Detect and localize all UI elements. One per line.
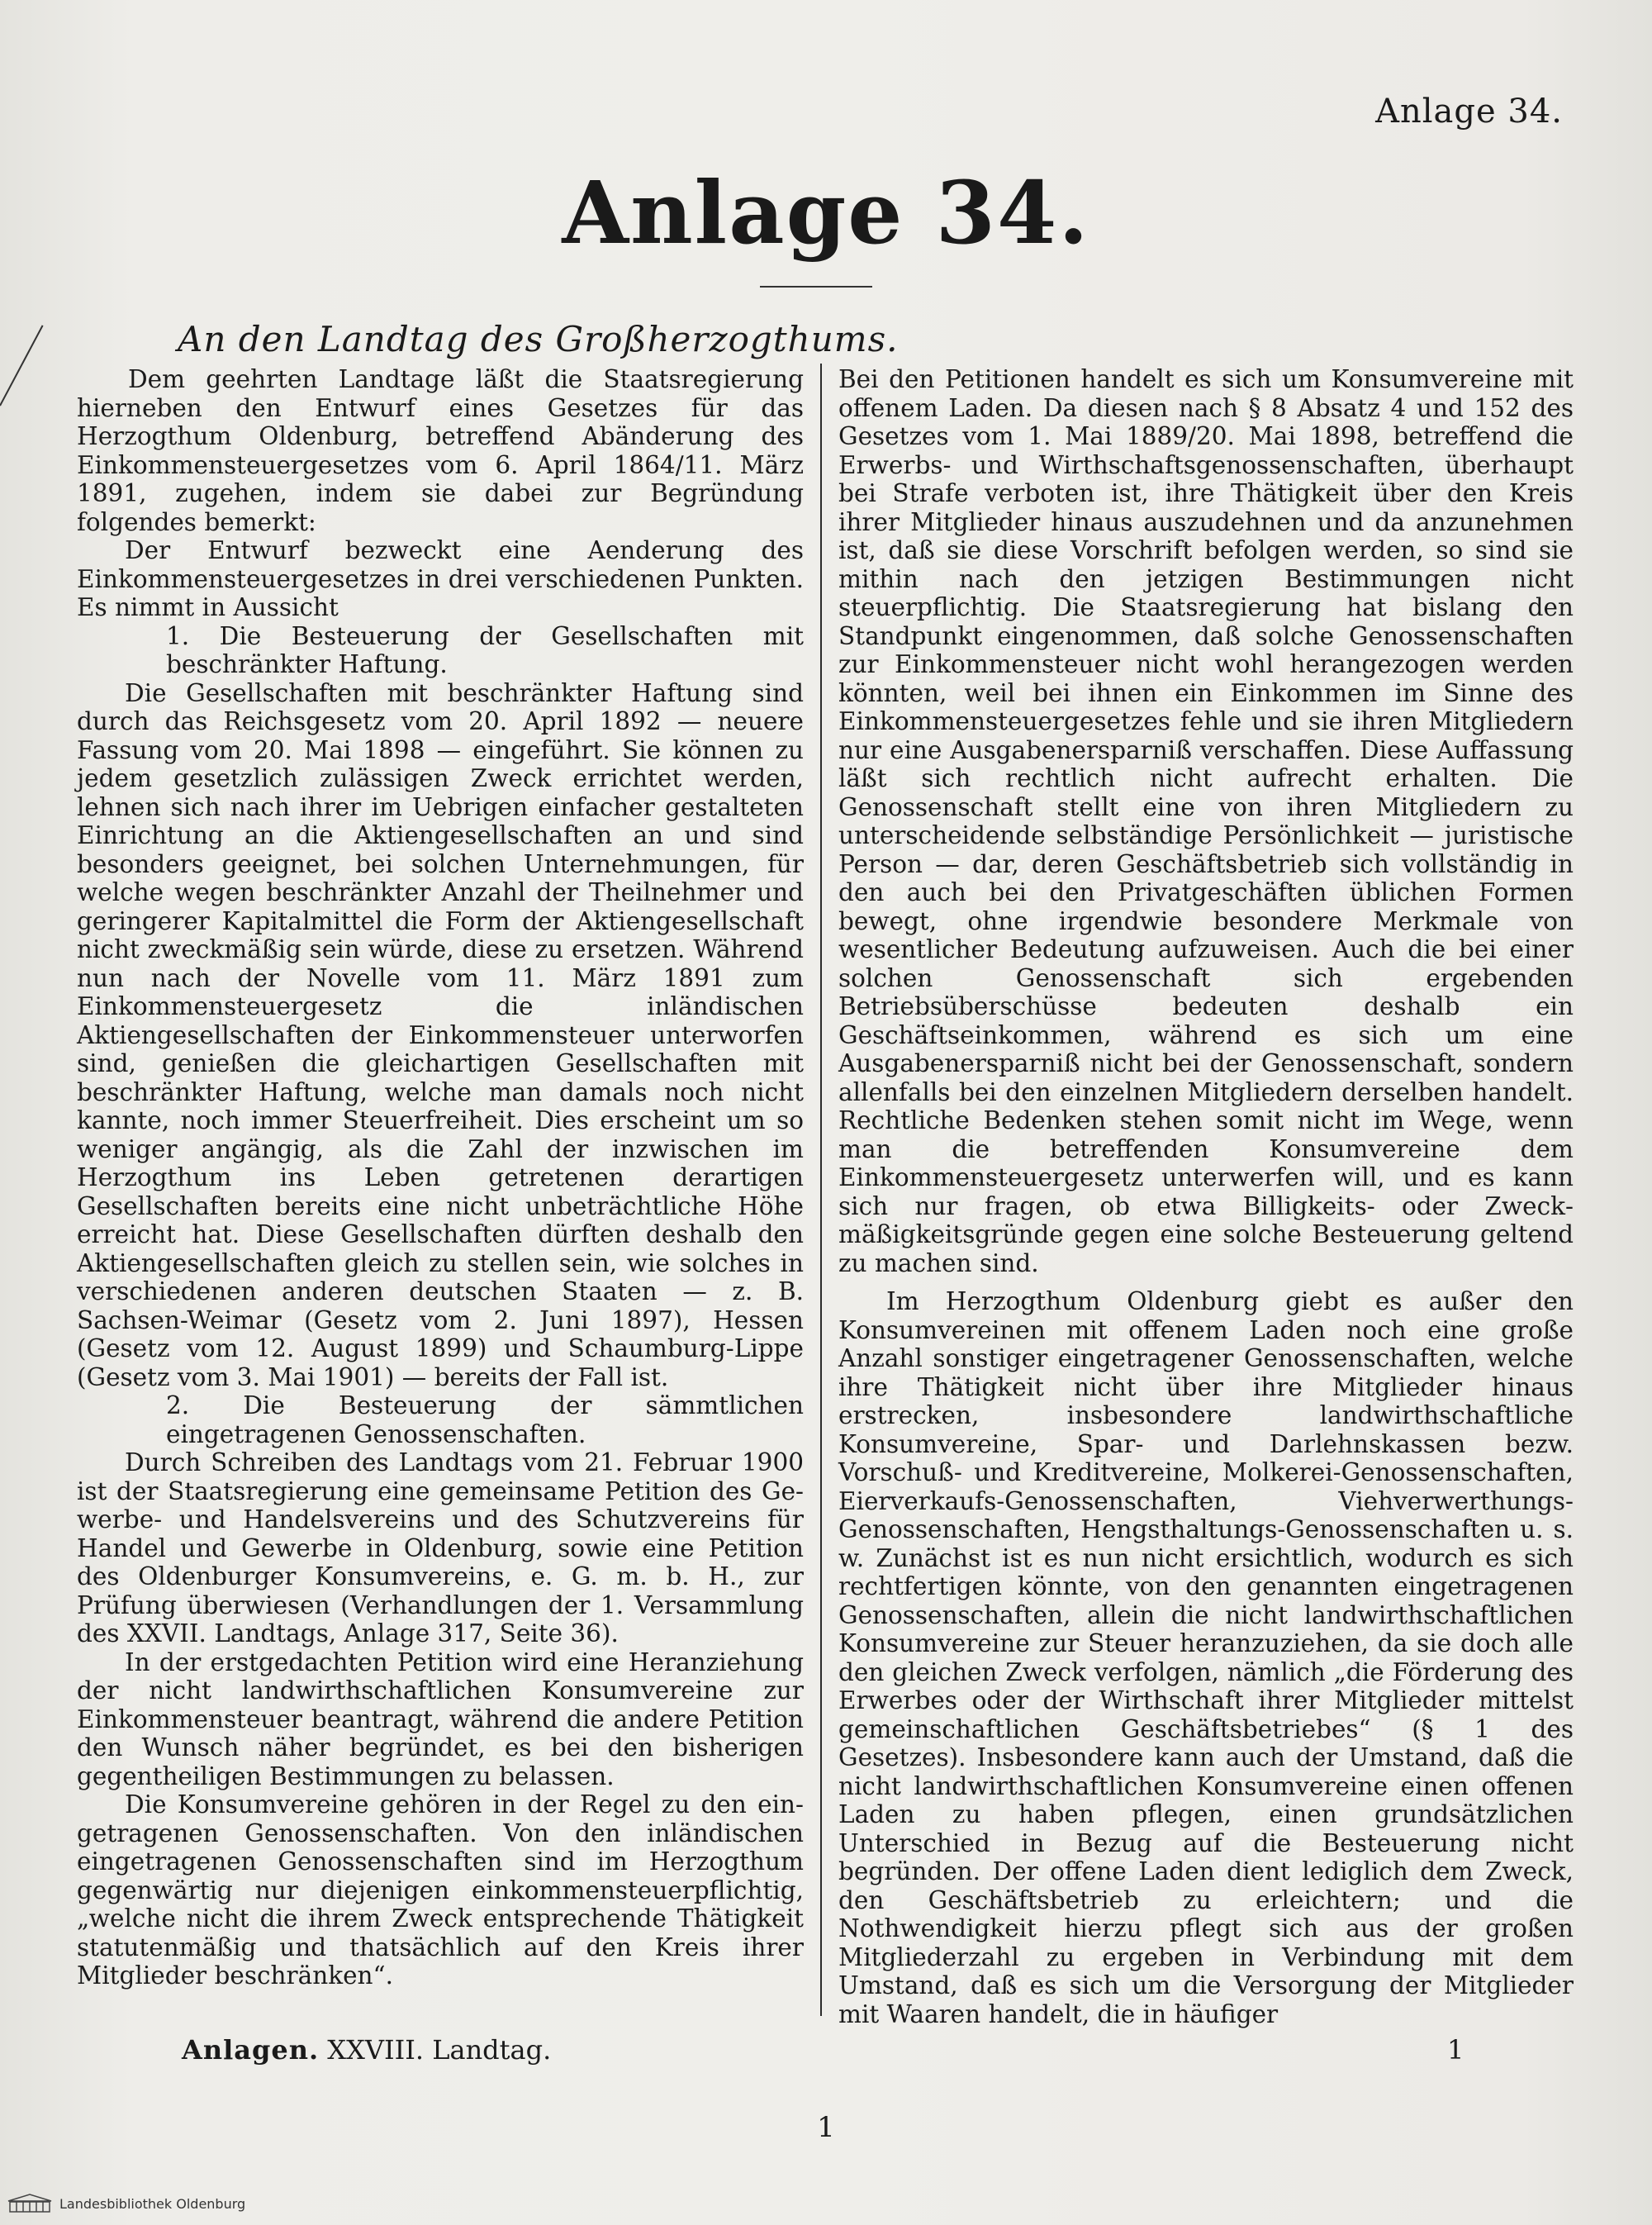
paragraph: Im Herzogthum Oldenburg giebt es außer den Konsumvereinen mit offenem Laden noch eine große Anzahl sonstiger eingetragener Genossenschaften, welche ihre Thätigkeit nicht über ihre Mitglieder hinaus erstrecken, insbesondere landwirthschaftliche Konsumvereine, Spar- und Darlehnskassen bezw. Vorschuß- und Kreditvereine, Molkerei-Genossenschaften, Eierverkaufs-Genossenschaften, Viehverwerthungs-Genossenschaften, Hengsthaltungs-Genossenschaften u. s. w. Zunächst ist es nun nicht ersichtlich, wodurch es sich rechtfertigen könnte, von den genannten eingetragenen Genossenschaften, allein die nicht landwirthschaftlichen Konsumvereine zur Steuer heranzuziehen, da sie doch alle den gleichen Zweck verfolgen, nämlich „die Förderung des Erwerbes oder der Wirthschaft ihrer Mitglieder mittelst gemeinschaftlichen Geschäftsbetriebes“ (§ 1 des Gesetzes). Insbesondere kann auch der Umstand, daß die nicht landwirthschaftlichen Konsumvereine einen offenen Laden zu haben pflegen, einen grundsätzlichen Unterschied in Bezug auf die Besteuerung nicht begründen. Der offene Laden dient lediglich dem Zweck, den Geschäftsbetrieb zu erleichtern; und die Nothwendigkeit hierzu pflegt sich aus der großen Mitgliederzahl zu ergeben in Verbindung mit dem Umstand, daß es sich um die Versorgung der Mitglieder mit Waaren handelt, die in häufiger [838, 1287, 1574, 2028]
page-number: 1 [817, 2111, 835, 2144]
title-rule [760, 286, 872, 288]
series-label: Anlagen. [182, 2034, 320, 2066]
pencil-margin-mark [0, 325, 44, 406]
numbered-heading: 2. Die Besteuerung der sämmtlichen eingetragenen Genossenschaften. [166, 1391, 804, 1448]
library-building-icon [7, 2194, 53, 2213]
paragraph: Der Entwurf bezweckt eine Aenderung des Einkommensteuergesetzes in drei verschiedenen Punkten. Es nimmt in Aussicht [77, 536, 804, 621]
page-title: Anlage 34. [562, 162, 1090, 264]
paragraph: Durch Schreiben des Landtags vom 21. Februar 1900 ist der Staatsregierung eine gemeinsame Petition des Gewerbe- und Handelsvereins und des Schutzvereins für Handel und Gewerbe in Oldenburg, sowie eine Petition des Oldenburger Konsumvereins, e. G. m. b. H., zur Prüfung überwiesen (Verhandlungen der 1. Versammlung des XXVII. Landtags, Anlage 317, Seite 36). [77, 1448, 804, 1647]
library-name: Landesbibliothek Oldenburg [59, 2195, 246, 2212]
paragraph: Die Gesellschaften mit beschränkter Haftung sind durch das Reichsgesetz vom 20. April 1892 — neuere Fassung vom 20. Mai 1898 — eingeführt. Sie können zu jedem gesetzlich zulässigen Zweck errichtet werden, lehnen sich nach ihrer im Uebrigen einfacher gestalteten Einrichtung an die Aktiengesellschaften an und sind besonders geeignet, bei solchen Unternehmungen, für welche wegen beschränkter Anzahl der Theilnehmer und geringerer Kapitalmittel die Form der Aktiengesellschaft nicht zweckmäßig sein würde, diese zu ersetzen. Während nun nach der Novelle vom 11. März 1891 zum Einkommensteuergesetz die inländischen Aktiengesellschaften der Einkommensteuer unterworfen sind, genießen die gleichartigen Gesellschaften mit beschränkter Haftung, welche man damals noch nicht kannte, noch immer Steuerfreiheit. Dies erscheint um so weniger angängig, als die Zahl der inzwischen im Herzogthum ins Leben getretenen derartigen Gesellschaften bereits eine nicht unbeträchtliche Höhe erreicht hat. Diese Gesellschaften dürften deshalb den Aktiengesellschaften gleich zu stellen sein, wie solches in verschiedenen anderen deutschen Staaten — z. B. Sachsen-Weimar (Gesetz vom 2. Juni 1897), Hessen (Gesetz vom 12. August 1899) und Schaumburg-Lippe (Gesetz vom 3. Mai 1901) — bereits der Fall ist. [77, 678, 804, 1391]
left-column [77, 365, 804, 1990]
right-column [838, 365, 1574, 2028]
address-line: An den Landtag des Großherzogthums. [178, 319, 899, 359]
paragraph: Die Konsumvereine gehören in der Regel zu den eingetragenen Genossenschaften. Von den inländischen eingetragenen Genossenschaften sind im Herzogthum gegenwärtig nur diejenigen einkommensteuerpflichtig, „welche nicht die ihrem Zweck entsprechende Thätigkeit statutenmäßig und thatsächlich auf den Kreis ihrer Mitglieder beschränken“. [77, 1790, 804, 1990]
running-head: Anlage 34. [1375, 93, 1563, 131]
paragraph: Bei den Petitionen handelt es sich um Konsumvereine mit offenem Laden. Da diesen nach § 8 Absatz 4 und 152 des Gesetzes vom 1. Mai 1889/20. Mai 1898, betreffend die Erwerbs- und Wirthschaftsgenossenschaften, überhaupt bei Strafe verboten ist, ihre Thätigkeit über den Kreis ihrer Mitglieder hinaus auszudehnen und da anzunehmen ist, daß sie diese Vorschrift befolgen werden, so sind sie mithin nach den jetzigen Bestimmungen nicht steuerpflichtig. Die Staatsregierung hat bislang den Standpunkt eingenommen, daß solche Genossenschaften zur Einkommensteuer nicht wohl herangezogen werden könnten, weil bei ihnen ein Einkommen im Sinne des Einkommensteuergesetzes fehle und sie ihren Mitgliedern nur eine Ausgabenersparniß verschaffen. Diese Auffassung läßt sich rechtlich nicht aufrecht erhalten. Die Genossenschaft stellt eine von ihren Mitgliedern zu unterscheidende selbständige Persönlichkeit — juristische Person — dar, deren Geschäftsbetrieb sich vollständig in den auch bei den Privatgeschäften üblichen Formen bewegt, ohne irgendwie besondere Merkmale von wesentlicher Bedeutung aufzuweisen. Auch die bei einer solchen Genossenschaft sich ergebenden Betriebsüberschüsse bedeuten deshalb ein Geschäftseinkommen, während es sich um eine Ausgabenersparniß nicht bei der Genossenschaft, sondern allenfalls bei den einzelnen Mitgliedern derselben handelt. Rechtliche Bedenken stehen somit nicht im Wege, wenn man die betreffenden Konsumvereine dem Einkommensteuergesetz unterwerfen will, und es kann sich nur fragen, ob etwa Billigkeits- oder Zweckmäßigkeitsgründe gegen eine solche Besteuerung geltend zu machen sind. [838, 365, 1574, 1277]
paragraph: Dem geehrten Landtage läßt die Staatsregierung hierneben den Entwurf eines Gesetzes für das Herzogthum Oldenburg, betreffend Abänderung des Einkommensteuergesetzes vom 6. April 1864/11. März 1891, zugehen, indem sie dabei zur Begründung folgendes bemerkt: [77, 365, 804, 536]
paragraph: In der erstgedachten Petition wird eine Heranziehung der nicht landwirthschaftlichen Konsumvereine zur Einkommensteuer beantragt, während die andere Petition den Wunsch näher begründet, es bei den bisherigen gegentheiligen Bestimmungen zu belassen. [77, 1647, 804, 1790]
series-session: XXVIII. Landtag. [327, 2034, 552, 2066]
library-watermark [7, 2194, 245, 2213]
column-divider [820, 364, 822, 2016]
series-footer [182, 2034, 551, 2066]
numbered-heading: 1. Die Besteuerung der Gesellschaften mit beschränkter Haftung. [166, 621, 804, 678]
sheet-number: 1 [1447, 2034, 1464, 2066]
